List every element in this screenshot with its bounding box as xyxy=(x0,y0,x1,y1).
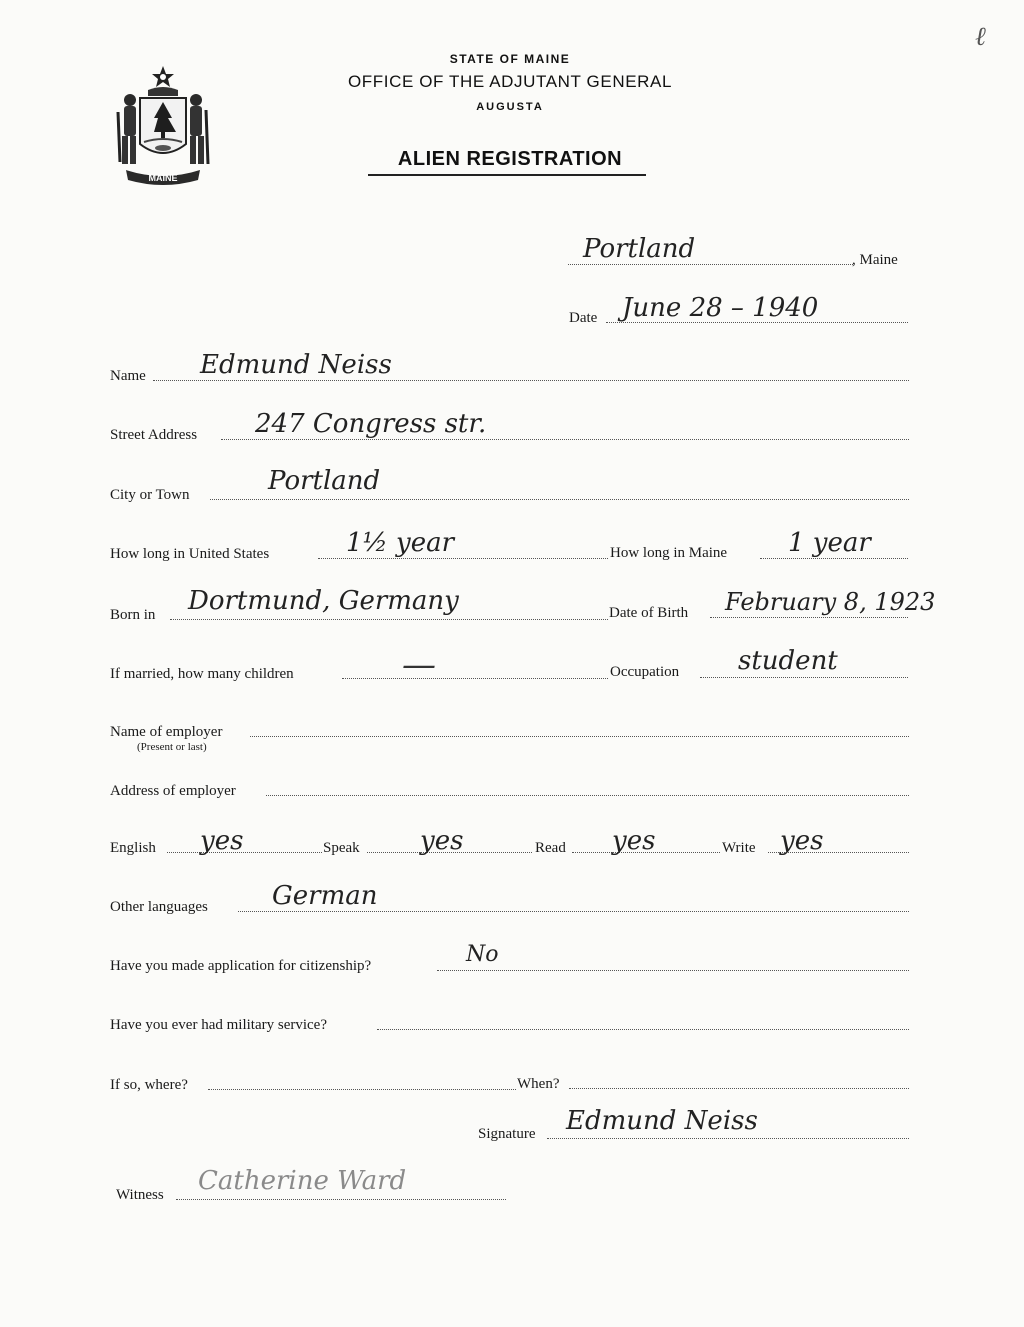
english-line xyxy=(167,852,322,853)
other-languages-label: Other languages xyxy=(110,899,208,915)
citizenship-line xyxy=(437,970,909,971)
born-in-label: Born in xyxy=(110,607,156,623)
speak-label: Speak xyxy=(323,840,360,856)
write-value[interactable]: yes xyxy=(780,826,824,856)
english-value[interactable]: yes xyxy=(200,826,244,856)
street-address-value[interactable]: 247 Congress str. xyxy=(255,409,487,439)
name-label: Name xyxy=(110,368,146,384)
name-value[interactable]: Edmund Neiss xyxy=(200,350,392,380)
employer-address-label: Address of employer xyxy=(110,783,236,799)
employer-address-line xyxy=(266,795,909,796)
city-town-value[interactable]: Portland xyxy=(268,466,381,496)
corner-check-mark: ℓ xyxy=(975,22,986,52)
occupation-value[interactable]: student xyxy=(738,646,838,676)
maine-label: , Maine xyxy=(852,252,898,268)
write-label: Write xyxy=(722,840,756,856)
dob-label: Date of Birth xyxy=(609,605,689,621)
witness-value[interactable]: Catherine Ward xyxy=(198,1166,407,1196)
children-line xyxy=(342,678,608,679)
speak-value[interactable]: yes xyxy=(420,826,464,856)
date-value[interactable]: June 28 – 1940 xyxy=(622,293,819,323)
citizenship-label: Have you made application for citizenship? xyxy=(110,958,372,974)
form-title: ALIEN REGISTRATION xyxy=(397,148,623,170)
citizenship-value[interactable]: No xyxy=(466,942,499,967)
read-label: Read xyxy=(535,840,566,856)
signature-value[interactable]: Edmund Neiss xyxy=(566,1106,758,1136)
name-line xyxy=(153,380,909,381)
children-value[interactable]: — xyxy=(402,645,436,685)
where-line xyxy=(208,1089,516,1090)
state-heading: STATE OF MAINE xyxy=(449,52,571,66)
witness-label: Witness xyxy=(116,1187,164,1203)
dob-value[interactable]: February 8, 1923 xyxy=(725,588,936,616)
city-heading: AUGUSTA xyxy=(476,101,544,113)
signature-label: Signature xyxy=(478,1126,536,1142)
employer-sublabel: (Present or last) xyxy=(137,741,207,753)
witness-line xyxy=(176,1199,506,1200)
children-label: If married, how many children xyxy=(110,666,294,682)
when-line xyxy=(569,1088,909,1089)
signature-line xyxy=(547,1138,909,1139)
where-label: If so, where? xyxy=(110,1077,188,1093)
city-town-line xyxy=(210,499,909,500)
born-in-value[interactable]: Dortmund, Germany xyxy=(188,586,459,616)
seal-banner-text: MAINE xyxy=(148,173,178,183)
military-label: Have you ever had military service? xyxy=(110,1017,327,1033)
dob-line xyxy=(710,617,908,618)
when-label: When? xyxy=(517,1076,560,1092)
us-duration-line xyxy=(318,558,608,559)
place-line xyxy=(568,264,853,265)
employer-label: Name of employer xyxy=(110,724,223,740)
maine-duration-value[interactable]: 1 year xyxy=(788,528,871,558)
us-duration-label: How long in United States xyxy=(110,546,270,562)
other-languages-line xyxy=(238,911,909,912)
office-heading: OFFICE OF THE ADJUTANT GENERAL xyxy=(347,72,673,91)
us-duration-value[interactable]: 1½ year xyxy=(346,528,455,558)
military-line xyxy=(377,1029,909,1030)
date-label: Date xyxy=(569,310,598,326)
english-label: English xyxy=(110,840,156,856)
title-underline xyxy=(368,174,646,176)
place-value[interactable]: Portland xyxy=(583,234,696,264)
maine-duration-line xyxy=(760,558,908,559)
maine-duration-label: How long in Maine xyxy=(610,545,728,561)
born-in-line xyxy=(170,619,608,620)
city-town-label: City or Town xyxy=(110,487,190,503)
employer-line xyxy=(250,736,909,737)
street-address-line xyxy=(221,439,909,440)
read-value[interactable]: yes xyxy=(612,826,656,856)
occupation-line xyxy=(700,677,908,678)
street-address-label: Street Address xyxy=(110,427,198,443)
other-languages-value[interactable]: German xyxy=(272,881,378,911)
occupation-label: Occupation xyxy=(610,664,680,680)
